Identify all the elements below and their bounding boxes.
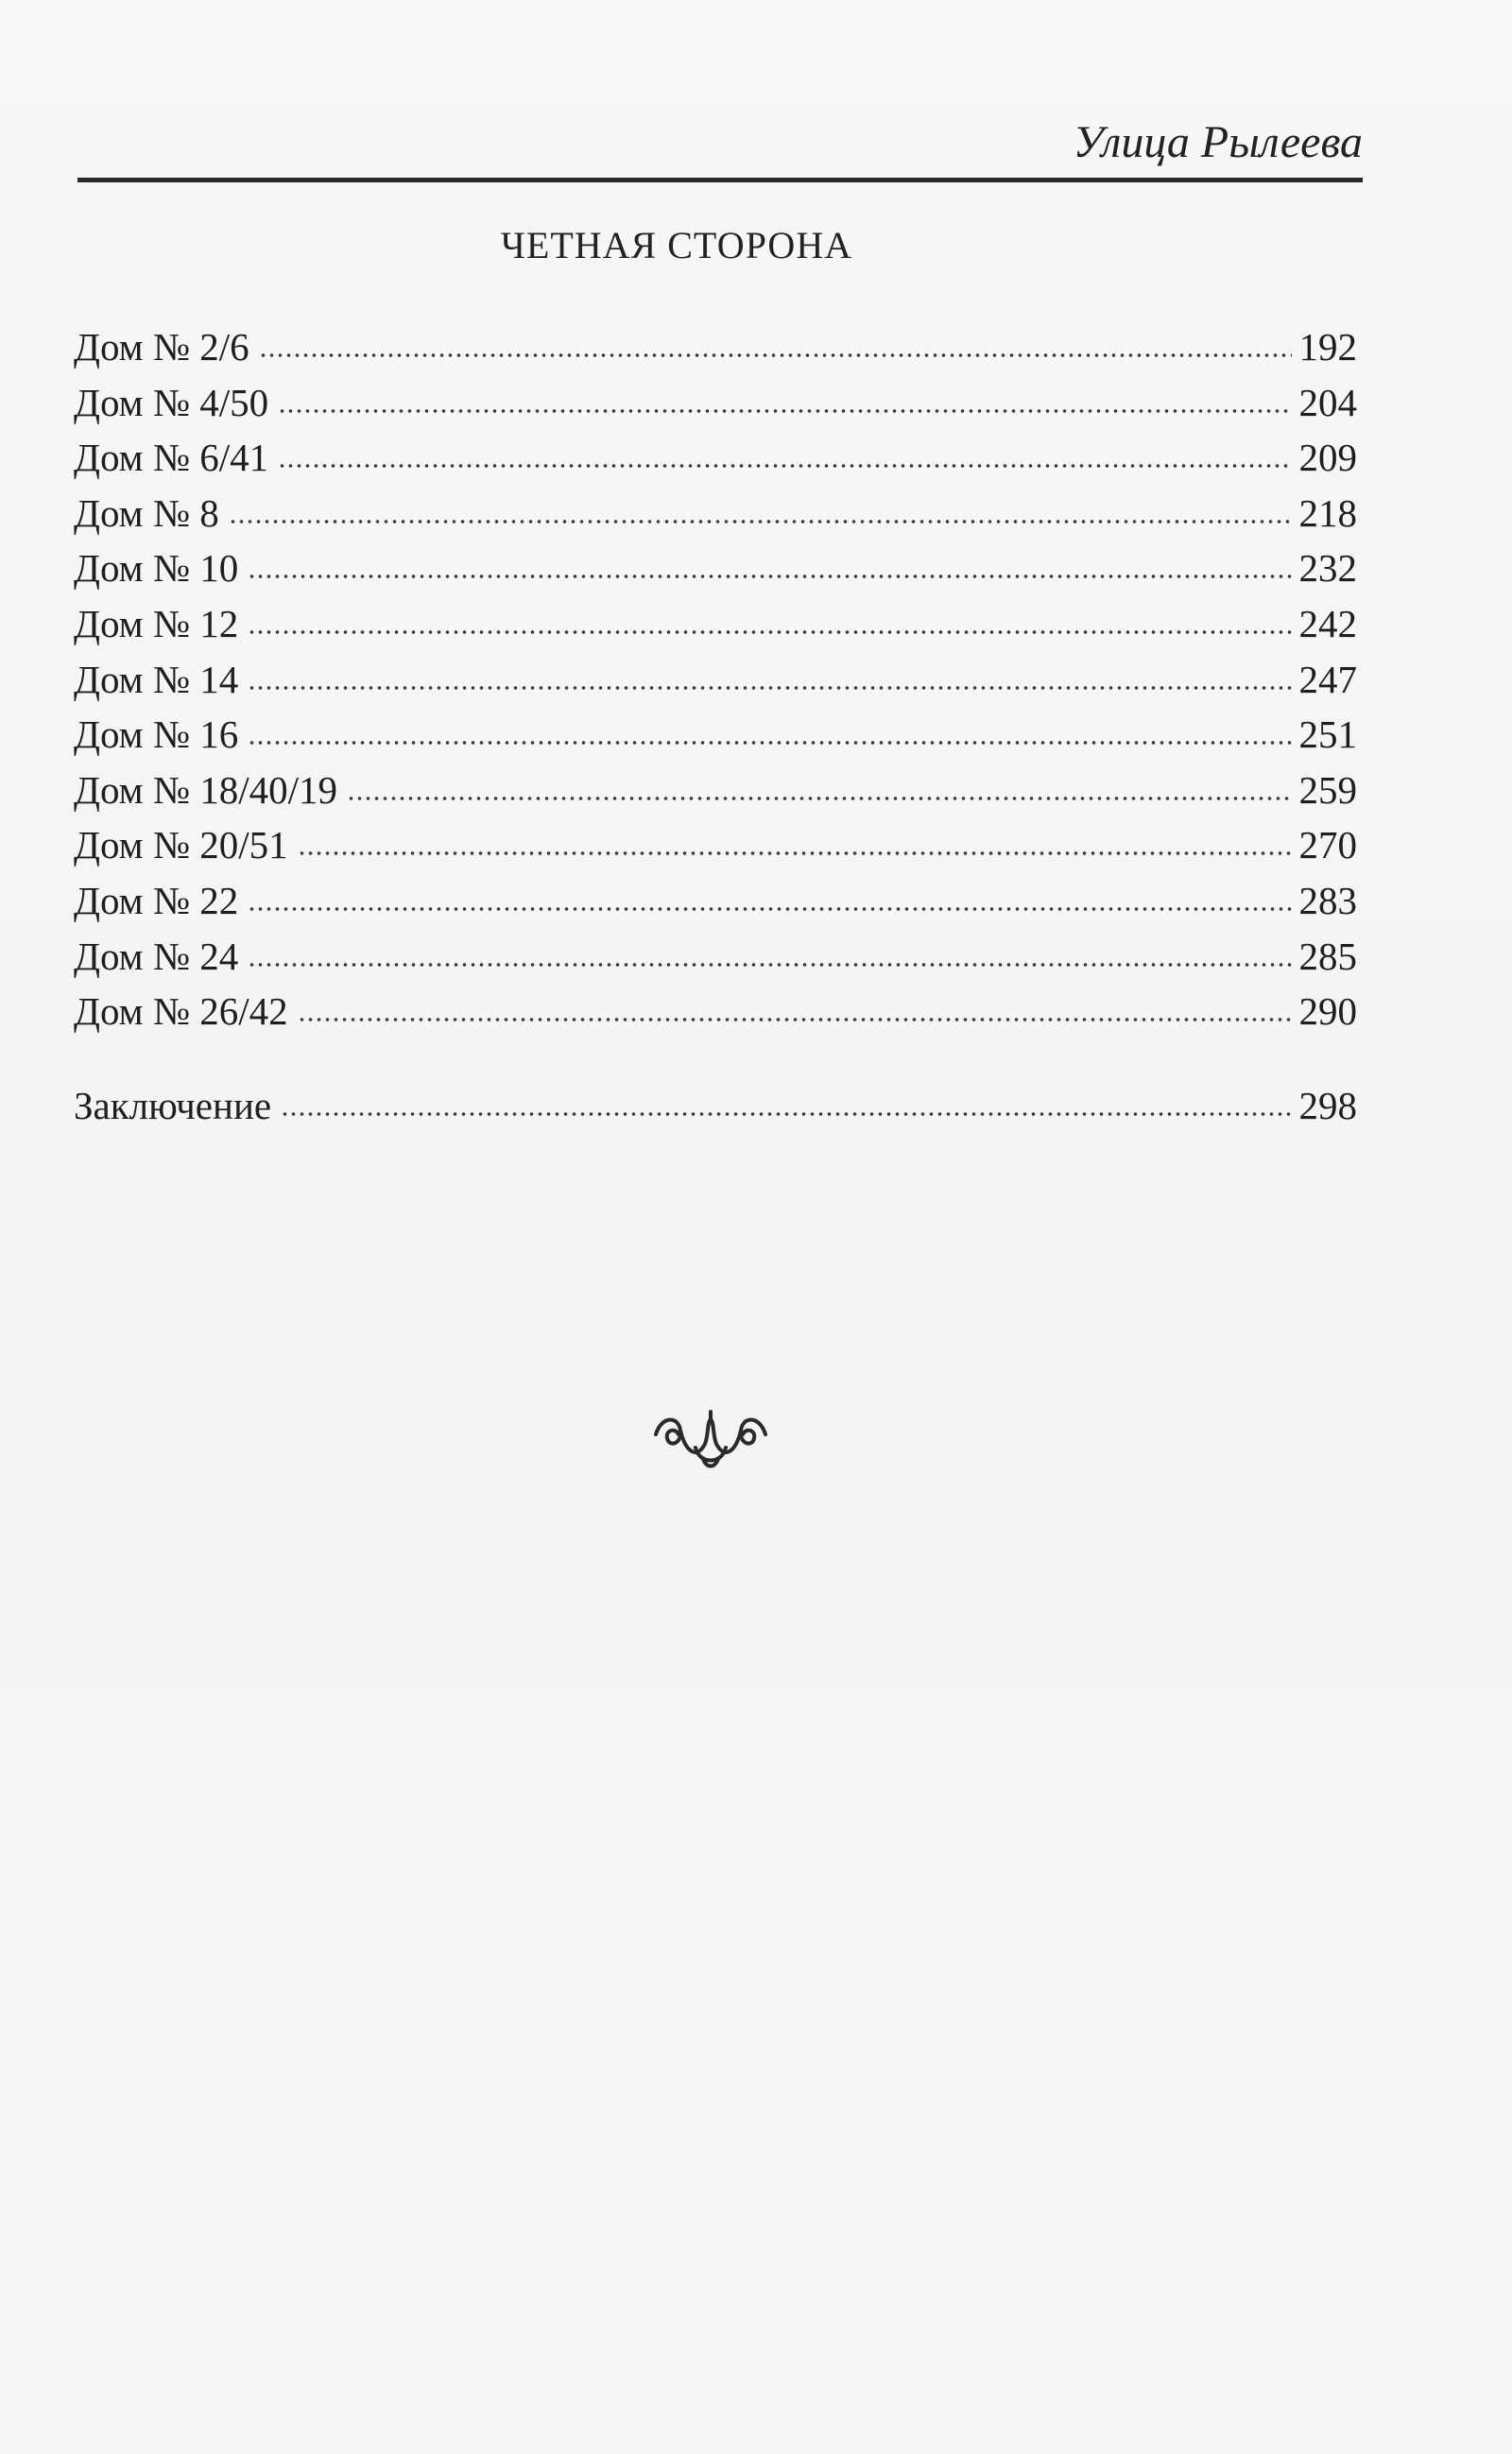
toc-entry[interactable] — [74, 596, 1357, 652]
dot-leader — [248, 736, 1291, 746]
toc-entry-page: 283 — [1298, 878, 1357, 922]
toc-entry-label: Дом № 18/40/19 — [74, 767, 338, 812]
toc-entry-label: Дом № 12 — [74, 601, 239, 645]
toc-entry[interactable] — [74, 430, 1357, 486]
toc-entry-label: Дом № 4/50 — [74, 380, 269, 424]
toc-entry-page: 290 — [1298, 989, 1357, 1034]
toc-entry-page: 251 — [1298, 712, 1357, 757]
toc-entry[interactable] — [74, 763, 1357, 818]
toc-entry-page: 209 — [1298, 436, 1357, 480]
dot-leader — [347, 792, 1291, 801]
toc-entry-page: 192 — [1298, 325, 1357, 369]
toc-entry-label: Дом № 2/6 — [74, 325, 249, 369]
dot-leader — [298, 1013, 1292, 1022]
vignette-ornament-icon — [652, 1406, 769, 1474]
toc-entry-label: Дом № 22 — [74, 878, 239, 922]
toc-entry-label: Дом № 26/42 — [74, 989, 288, 1034]
toc-entry-page: 232 — [1298, 546, 1357, 591]
dot-leader — [278, 459, 1291, 469]
toc-entry-conclusion[interactable] — [74, 1078, 1357, 1134]
toc-entry-page: 285 — [1298, 934, 1357, 978]
toc-spacer — [74, 1039, 1357, 1078]
toc-entry[interactable] — [74, 541, 1357, 596]
toc-entry[interactable] — [74, 652, 1357, 708]
toc-entry-label: Дом № 6/41 — [74, 436, 269, 480]
toc-entry-label: Дом № 10 — [74, 546, 239, 591]
toc-entry-page: 259 — [1298, 767, 1357, 812]
running-header-title: Улица Рылеева — [1073, 117, 1363, 167]
toc-entry-label: Дом № 8 — [74, 490, 219, 535]
toc-entry-page: 218 — [1298, 490, 1357, 535]
toc-entry-page: 298 — [1298, 1083, 1357, 1127]
toc-entry-label: Дом № 14 — [74, 657, 239, 701]
toc-entry[interactable] — [74, 486, 1357, 541]
toc-entry-page: 242 — [1298, 601, 1357, 645]
dot-leader — [229, 515, 1292, 524]
dot-leader — [281, 1107, 1291, 1117]
dot-leader — [248, 902, 1291, 912]
dot-leader — [278, 404, 1291, 414]
toc-entry[interactable] — [74, 984, 1357, 1039]
toc-entry[interactable] — [74, 319, 1357, 375]
dot-leader — [259, 349, 1292, 358]
toc-entry-label: Дом № 24 — [74, 934, 239, 978]
section-title: ЧЕТНАЯ СТОРОНА — [500, 224, 853, 266]
running-header — [77, 112, 1363, 182]
toc-entry[interactable] — [74, 707, 1357, 763]
toc-entry-page: 270 — [1298, 823, 1357, 867]
dot-leader — [248, 681, 1291, 691]
toc-entry-label: Дом № 16 — [74, 712, 239, 757]
dot-leader — [248, 958, 1291, 968]
dot-leader — [248, 626, 1291, 635]
toc-entry-label: Дом № 20/51 — [74, 823, 288, 867]
toc-entry[interactable] — [74, 817, 1357, 873]
toc-entry-page: 247 — [1298, 657, 1357, 701]
toc-entry[interactable] — [74, 873, 1357, 929]
table-of-contents — [74, 319, 1357, 1133]
toc-entry[interactable] — [74, 375, 1357, 431]
toc-entry-page: 204 — [1298, 380, 1357, 424]
toc-entry[interactable] — [74, 929, 1357, 985]
toc-entry-label: Заключение — [74, 1083, 272, 1127]
dot-leader — [248, 570, 1291, 579]
dot-leader — [298, 847, 1292, 856]
